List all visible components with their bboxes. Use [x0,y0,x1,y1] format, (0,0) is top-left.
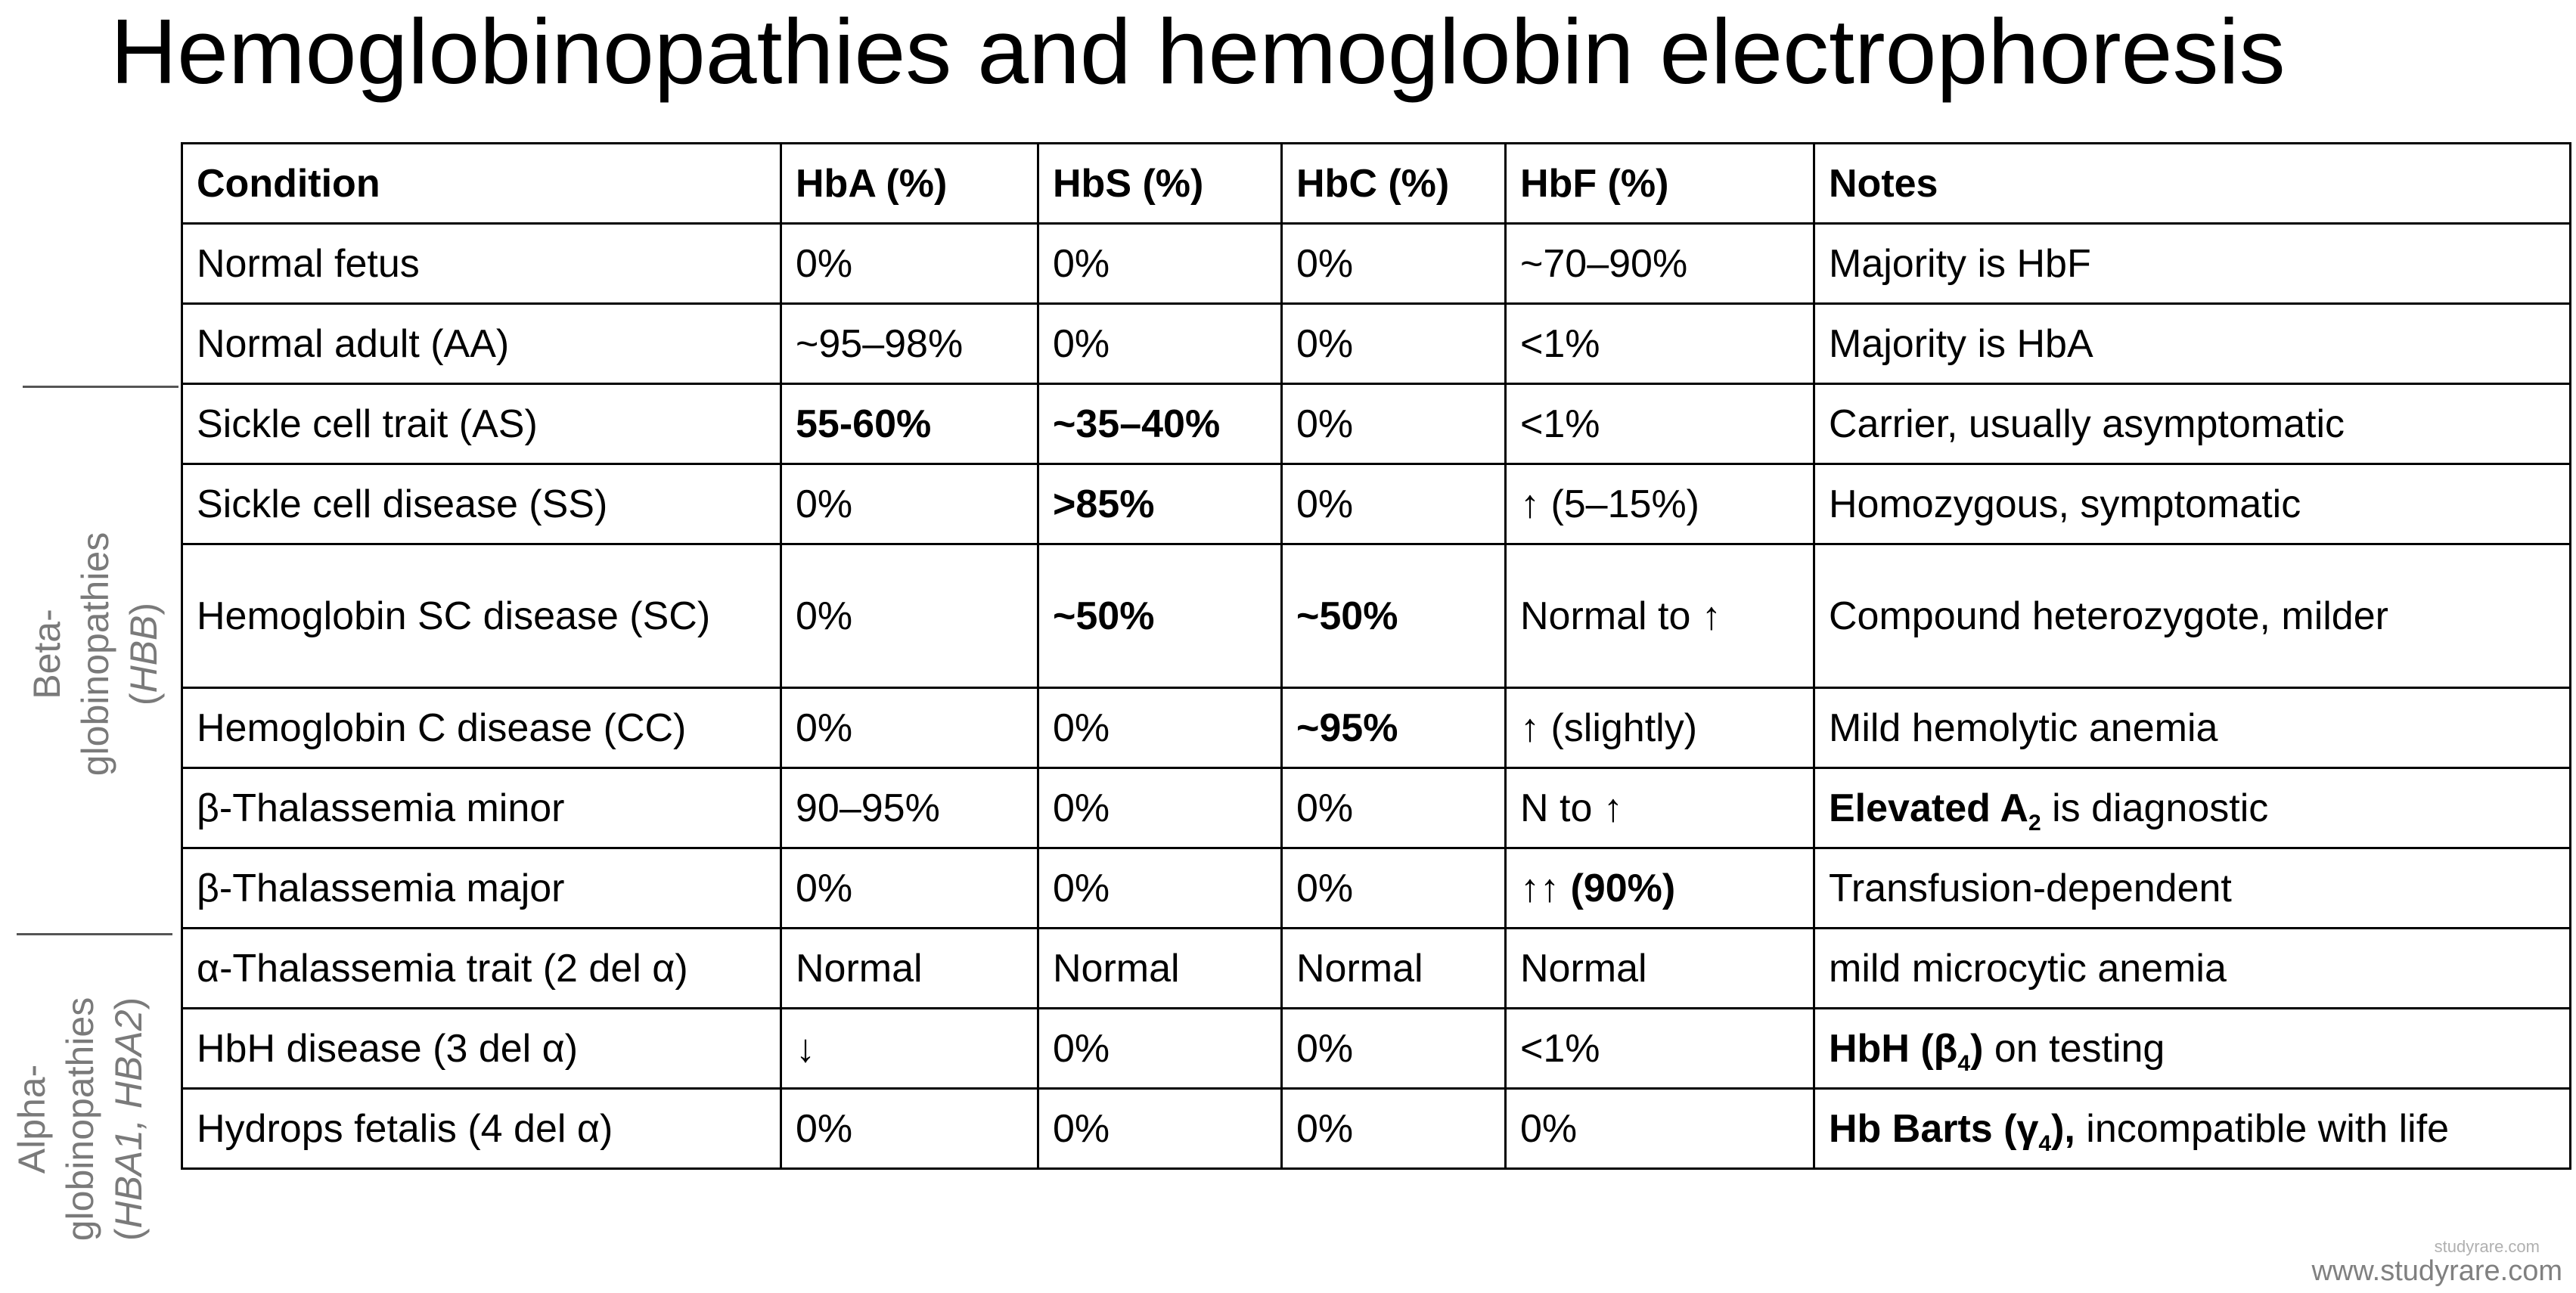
header-hbf: HbF (%) [1506,144,1814,224]
header-condition: Condition [182,144,781,224]
table-row [182,384,2571,464]
cell-notes: Compound heterozygote, milder [1814,544,2571,688]
table-row [182,544,2571,688]
cell-hbf [1506,848,1814,929]
cell-hba: 90–95% [781,768,1038,848]
cell-notes: Majority is HbF [1814,224,2571,304]
cell-notes: Mild hemolytic anemia [1814,688,2571,768]
cell-condition: Hemoglobin SC disease (SC) [182,544,781,688]
cell-hba: ~95–98% [781,304,1038,384]
cell-hbf: ↑ (slightly) [1506,688,1814,768]
cell-hbs: >85% [1038,464,1282,544]
cell-hbf: Normal to ↑ [1506,544,1814,688]
cell-notes [1814,1009,2571,1089]
cell-hbs: ~35–40% [1038,384,1282,464]
table-row [182,1089,2571,1169]
cell-hbs: 0% [1038,768,1282,848]
table-row [182,848,2571,929]
cell-hbf: 0% [1506,1089,1814,1169]
cell-hbf: ~70–90% [1506,224,1814,304]
table-row [182,224,2571,304]
page-title: Hemoglobinopathies and hemoglobin electrophoresis [110,0,2286,103]
cell-hbf: <1% [1506,384,1814,464]
beta-group-label [23,526,174,783]
alpha-group-gene: (HBA1, HBA2) [107,997,150,1242]
cell-hbc: Normal [1282,929,1506,1009]
cell-condition: β-Thalassemia minor [182,768,781,848]
cell-hbf: N to ↑ [1506,768,1814,848]
table-row [182,768,2571,848]
cell-hbs: 0% [1038,1089,1282,1169]
cell-hba: 0% [781,464,1038,544]
cell-hbs: 0% [1038,688,1282,768]
cell-hbs: 0% [1038,848,1282,929]
beta-group-gene: (HBB) [123,602,165,706]
header-hbs: HbS (%) [1038,144,1282,224]
cell-notes: Homozygous, symptomatic [1814,464,2571,544]
cell-hbc: 0% [1282,1009,1506,1089]
cell-hba: Normal [781,929,1038,1009]
cell-hbf: Normal [1506,929,1814,1009]
cell-hbc: 0% [1282,384,1506,464]
cell-hbs: Normal [1038,929,1282,1009]
beta-group-line2: globinopathies [74,532,116,777]
cell-notes: Transfusion-dependent [1814,848,2571,929]
cell-condition: Sickle cell disease (SS) [182,464,781,544]
table-header-row [182,144,2571,224]
notes-bold: Hb Barts (γ [1829,1106,2039,1151]
watermark-small: studyrare.com [2434,1237,2540,1256]
cell-hbs: 0% [1038,224,1282,304]
cell-hba: 0% [781,1089,1038,1169]
cell-condition: Normal adult (AA) [182,304,781,384]
watermark-large: www.studyrare.com [2311,1255,2562,1287]
hbf-arrows: ↑↑ [1520,866,1571,910]
hbf-bold: (90%) [1570,866,1676,910]
cell-condition: HbH disease (3 del α) [182,1009,781,1089]
cell-notes: Carrier, usually asymptomatic [1814,384,2571,464]
cell-hbc: 0% [1282,224,1506,304]
cell-hba: 0% [781,688,1038,768]
cell-notes [1814,1089,2571,1169]
notes-rest: incompatible with life [2075,1106,2450,1151]
alpha-group-label [8,957,159,1282]
cell-condition: Normal fetus [182,224,781,304]
cell-hba: ↓ [781,1009,1038,1089]
cell-hbs: 0% [1038,304,1282,384]
notes-subscript: 4 [1957,1050,1971,1076]
cell-hbf: <1% [1506,304,1814,384]
beta-group-divider [23,386,178,388]
cell-hbf: ↑ (5–15%) [1506,464,1814,544]
cell-notes: Majority is HbA [1814,304,2571,384]
notes-bold: Elevated A [1829,786,2028,830]
table-row [182,929,2571,1009]
table-row [182,1009,2571,1089]
header-hba: HbA (%) [781,144,1038,224]
cell-hbs: 0% [1038,1009,1282,1089]
cell-hbc: 0% [1282,464,1506,544]
notes-rest: on testing [1983,1026,2165,1071]
cell-hba: 0% [781,224,1038,304]
cell-hbc: ~95% [1282,688,1506,768]
notes-rest: is diagnostic [2041,786,2269,830]
cell-hbc: 0% [1282,304,1506,384]
cell-hba: 55-60% [781,384,1038,464]
hemoglobin-table [181,142,2571,1170]
cell-condition: α-Thalassemia trait (2 del α) [182,929,781,1009]
notes-subscript: 4 [2038,1130,2052,1156]
cell-hbc: 0% [1282,768,1506,848]
cell-hbc: 0% [1282,848,1506,929]
cell-hbc: 0% [1282,1089,1506,1169]
cell-condition: β-Thalassemia major [182,848,781,929]
notes-bold-close: ), [2051,1106,2075,1151]
beta-group-line1: Beta- [26,609,68,699]
table-row [182,464,2571,544]
cell-condition: Sickle cell trait (AS) [182,384,781,464]
cell-hbf: <1% [1506,1009,1814,1089]
notes-bold-close: ) [1970,1026,1984,1071]
cell-hbs: ~50% [1038,544,1282,688]
alpha-group-divider [17,933,172,935]
cell-hbc: ~50% [1282,544,1506,688]
alpha-group-line2: globinopathies [59,997,101,1242]
header-notes: Notes [1814,144,2571,224]
cell-hba: 0% [781,848,1038,929]
header-hbc: HbC (%) [1282,144,1506,224]
notes-subscript: 2 [2028,810,2041,836]
cell-notes [1814,768,2571,848]
notes-bold: HbH (β [1829,1026,1958,1071]
cell-condition: Hemoglobin C disease (CC) [182,688,781,768]
table-row [182,688,2571,768]
cell-hba: 0% [781,544,1038,688]
table-row [182,304,2571,384]
cell-notes: mild microcytic anemia [1814,929,2571,1009]
cell-condition: Hydrops fetalis (4 del α) [182,1089,781,1169]
alpha-group-line1: Alpha- [11,1064,53,1174]
